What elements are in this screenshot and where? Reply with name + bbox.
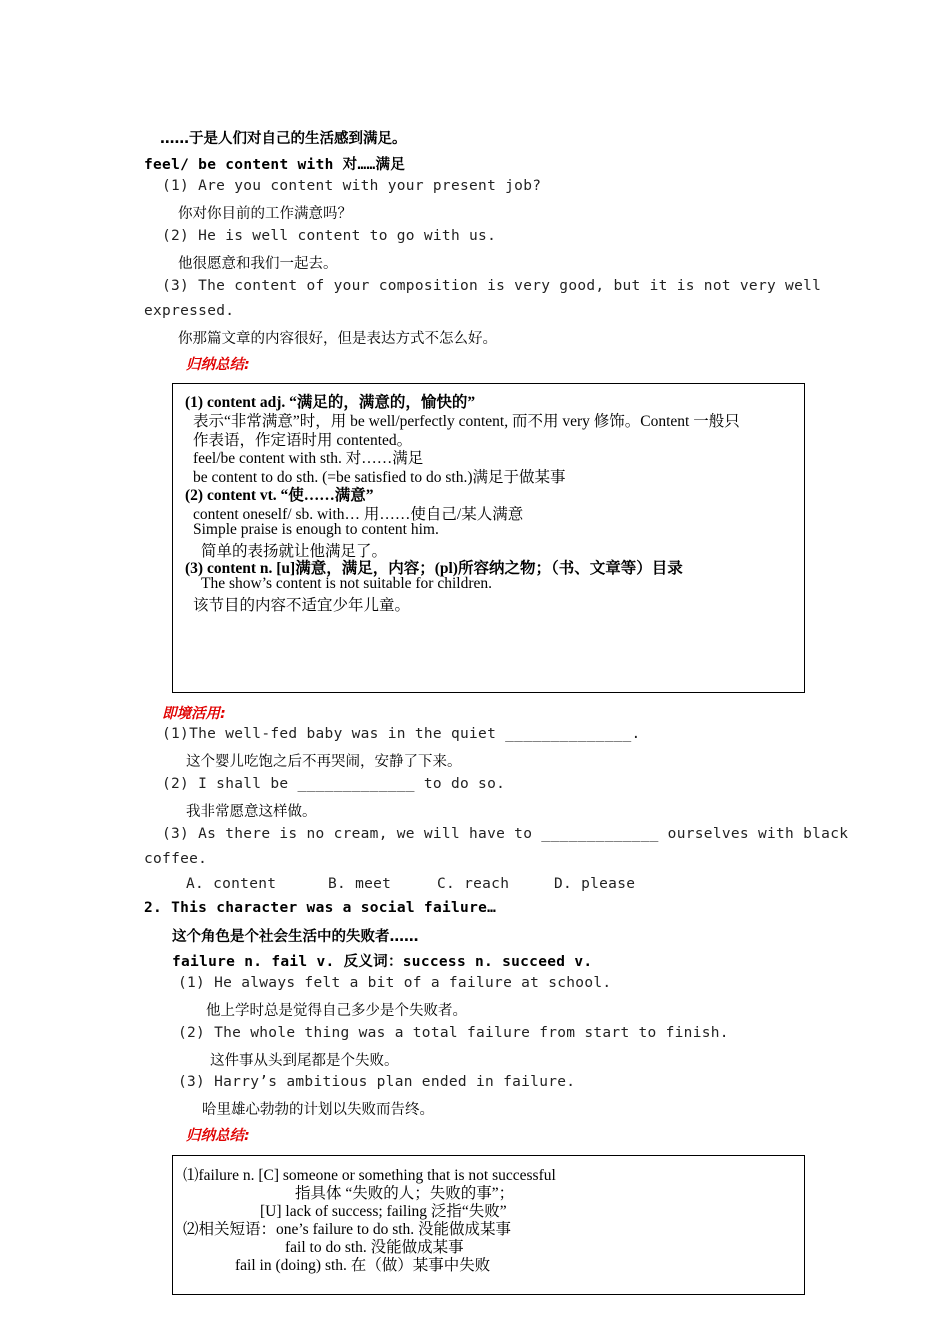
option-c: C. reach: [437, 876, 510, 892]
summary-label-1: 归纳总结:: [186, 357, 250, 373]
box1-line-9: 简单的表扬就让他满足了。: [201, 543, 388, 560]
box1-line-10: (3) content n. [u]满意，满足，内容；(pl)所容纳之物；（书、文章等）目录: [185, 560, 683, 577]
box1-line-12: 该节目的内容不适宜少年儿童。: [193, 597, 411, 614]
box1-line-3: 作表语，作定语时用 contented。: [193, 432, 413, 449]
example-3-en: (3) The content of your composition is very good, but it is not very well: [162, 278, 822, 294]
box2-line-1: ⑴failure n. [C] someone or something that is not successful: [183, 1167, 556, 1184]
box1-line-5: be content to do sth. (=be satisfied to do sth.)满足于做某事: [193, 469, 566, 486]
s2-example-1-cn: 他上学时总是觉得自己多少是个失败者。: [206, 1003, 467, 1019]
s2-example-2-en: (2) The whole thing was a total failure from start to finish.: [178, 1025, 729, 1041]
s2-example-3-cn: 哈里雄心勃勃的计划以失败而告终。: [202, 1102, 434, 1118]
option-a: A. content: [186, 876, 277, 892]
practice-q1-en: (1)The well-fed baby was in the quiet ______________.: [162, 726, 641, 742]
option-b: B. meet: [328, 876, 392, 892]
practice-label: 即境活用:: [162, 706, 226, 722]
practice-q2-cn: 我非常愿意这样做。: [186, 804, 317, 820]
example-3-cn: 你那篇文章的内容很好，但是表达方式不怎么好。: [178, 331, 497, 347]
example-2-en: (2) He is well content to go with us.: [162, 228, 497, 244]
box2-line-5: fail to do sth. 没能做成某事: [285, 1239, 464, 1256]
box1-line-6: (2) content vt. “使……满意”: [185, 487, 374, 504]
example-3-en-cont: expressed.: [144, 303, 235, 319]
section1-heading: feel/ be content with 对……满足: [144, 157, 406, 173]
box2-line-2: 指具体 “失败的人；失败的事”；: [295, 1185, 515, 1202]
example-1-en: (1) Are you content with your present job?: [162, 178, 542, 194]
practice-q1-cn: 这个婴儿吃饱之后不再哭闹，安静了下来。: [186, 754, 462, 770]
practice-q3-en-cont: coffee.: [144, 851, 208, 867]
section2-heading: 2. This character was a social failure…: [144, 900, 497, 916]
box1-line-4: feel/be content with sth. 对……满足: [193, 450, 424, 467]
practice-q2-en: (2) I shall be _____________ to do so.: [162, 776, 506, 792]
summary-label-2: 归纳总结:: [186, 1128, 250, 1144]
section2-words: failure n. fail v. 反义词：success n. succeed v.: [172, 954, 593, 970]
s2-example-2-cn: 这件事从头到尾都是个失败。: [210, 1053, 399, 1069]
s2-example-1-en: (1) He always felt a bit of a failure at school.: [178, 975, 612, 991]
option-d: D. please: [554, 876, 636, 892]
summary-box-1: [172, 383, 805, 693]
box1-line-7: content oneself/ sb. with… 用……使自己/某人满意: [193, 506, 524, 523]
box1-line-1: (1) content adj. “满足的，满意的，愉快的”: [185, 394, 476, 411]
box1-line-11: The show’s content is not suitable for children.: [201, 575, 492, 592]
box2-line-3: [U] lack of success; failing 泛指“失败”: [260, 1203, 507, 1220]
s2-example-3-en: (3) Harry’s ambitious plan ended in failure.: [178, 1074, 576, 1090]
box1-line-8: Simple praise is enough to content him.: [193, 521, 439, 538]
example-1-cn: 你对你目前的工作满意吗？: [178, 206, 352, 222]
box2-line-6: fail in (doing) sth. 在（做）某事中失败: [235, 1257, 491, 1274]
box2-line-4: ⑵相关短语：one’s failure to do sth. 没能做成某事: [183, 1221, 512, 1238]
example-2-cn: 他很愿意和我们一起去。: [178, 256, 338, 272]
intro-line: ……于是人们对自己的生活感到满足。: [160, 131, 407, 147]
box1-line-2: 表示“非常满意”时，用 be well/perfectly content, 而不用 very 修饰。Content 一般只: [193, 413, 740, 430]
summary-box-2: [172, 1155, 805, 1295]
practice-q3-en: (3) As there is no cream, we will have to _____________ ourselves with black: [162, 826, 849, 842]
section2-heading-cn: 这个角色是个社会生活中的失败者……: [172, 929, 419, 945]
